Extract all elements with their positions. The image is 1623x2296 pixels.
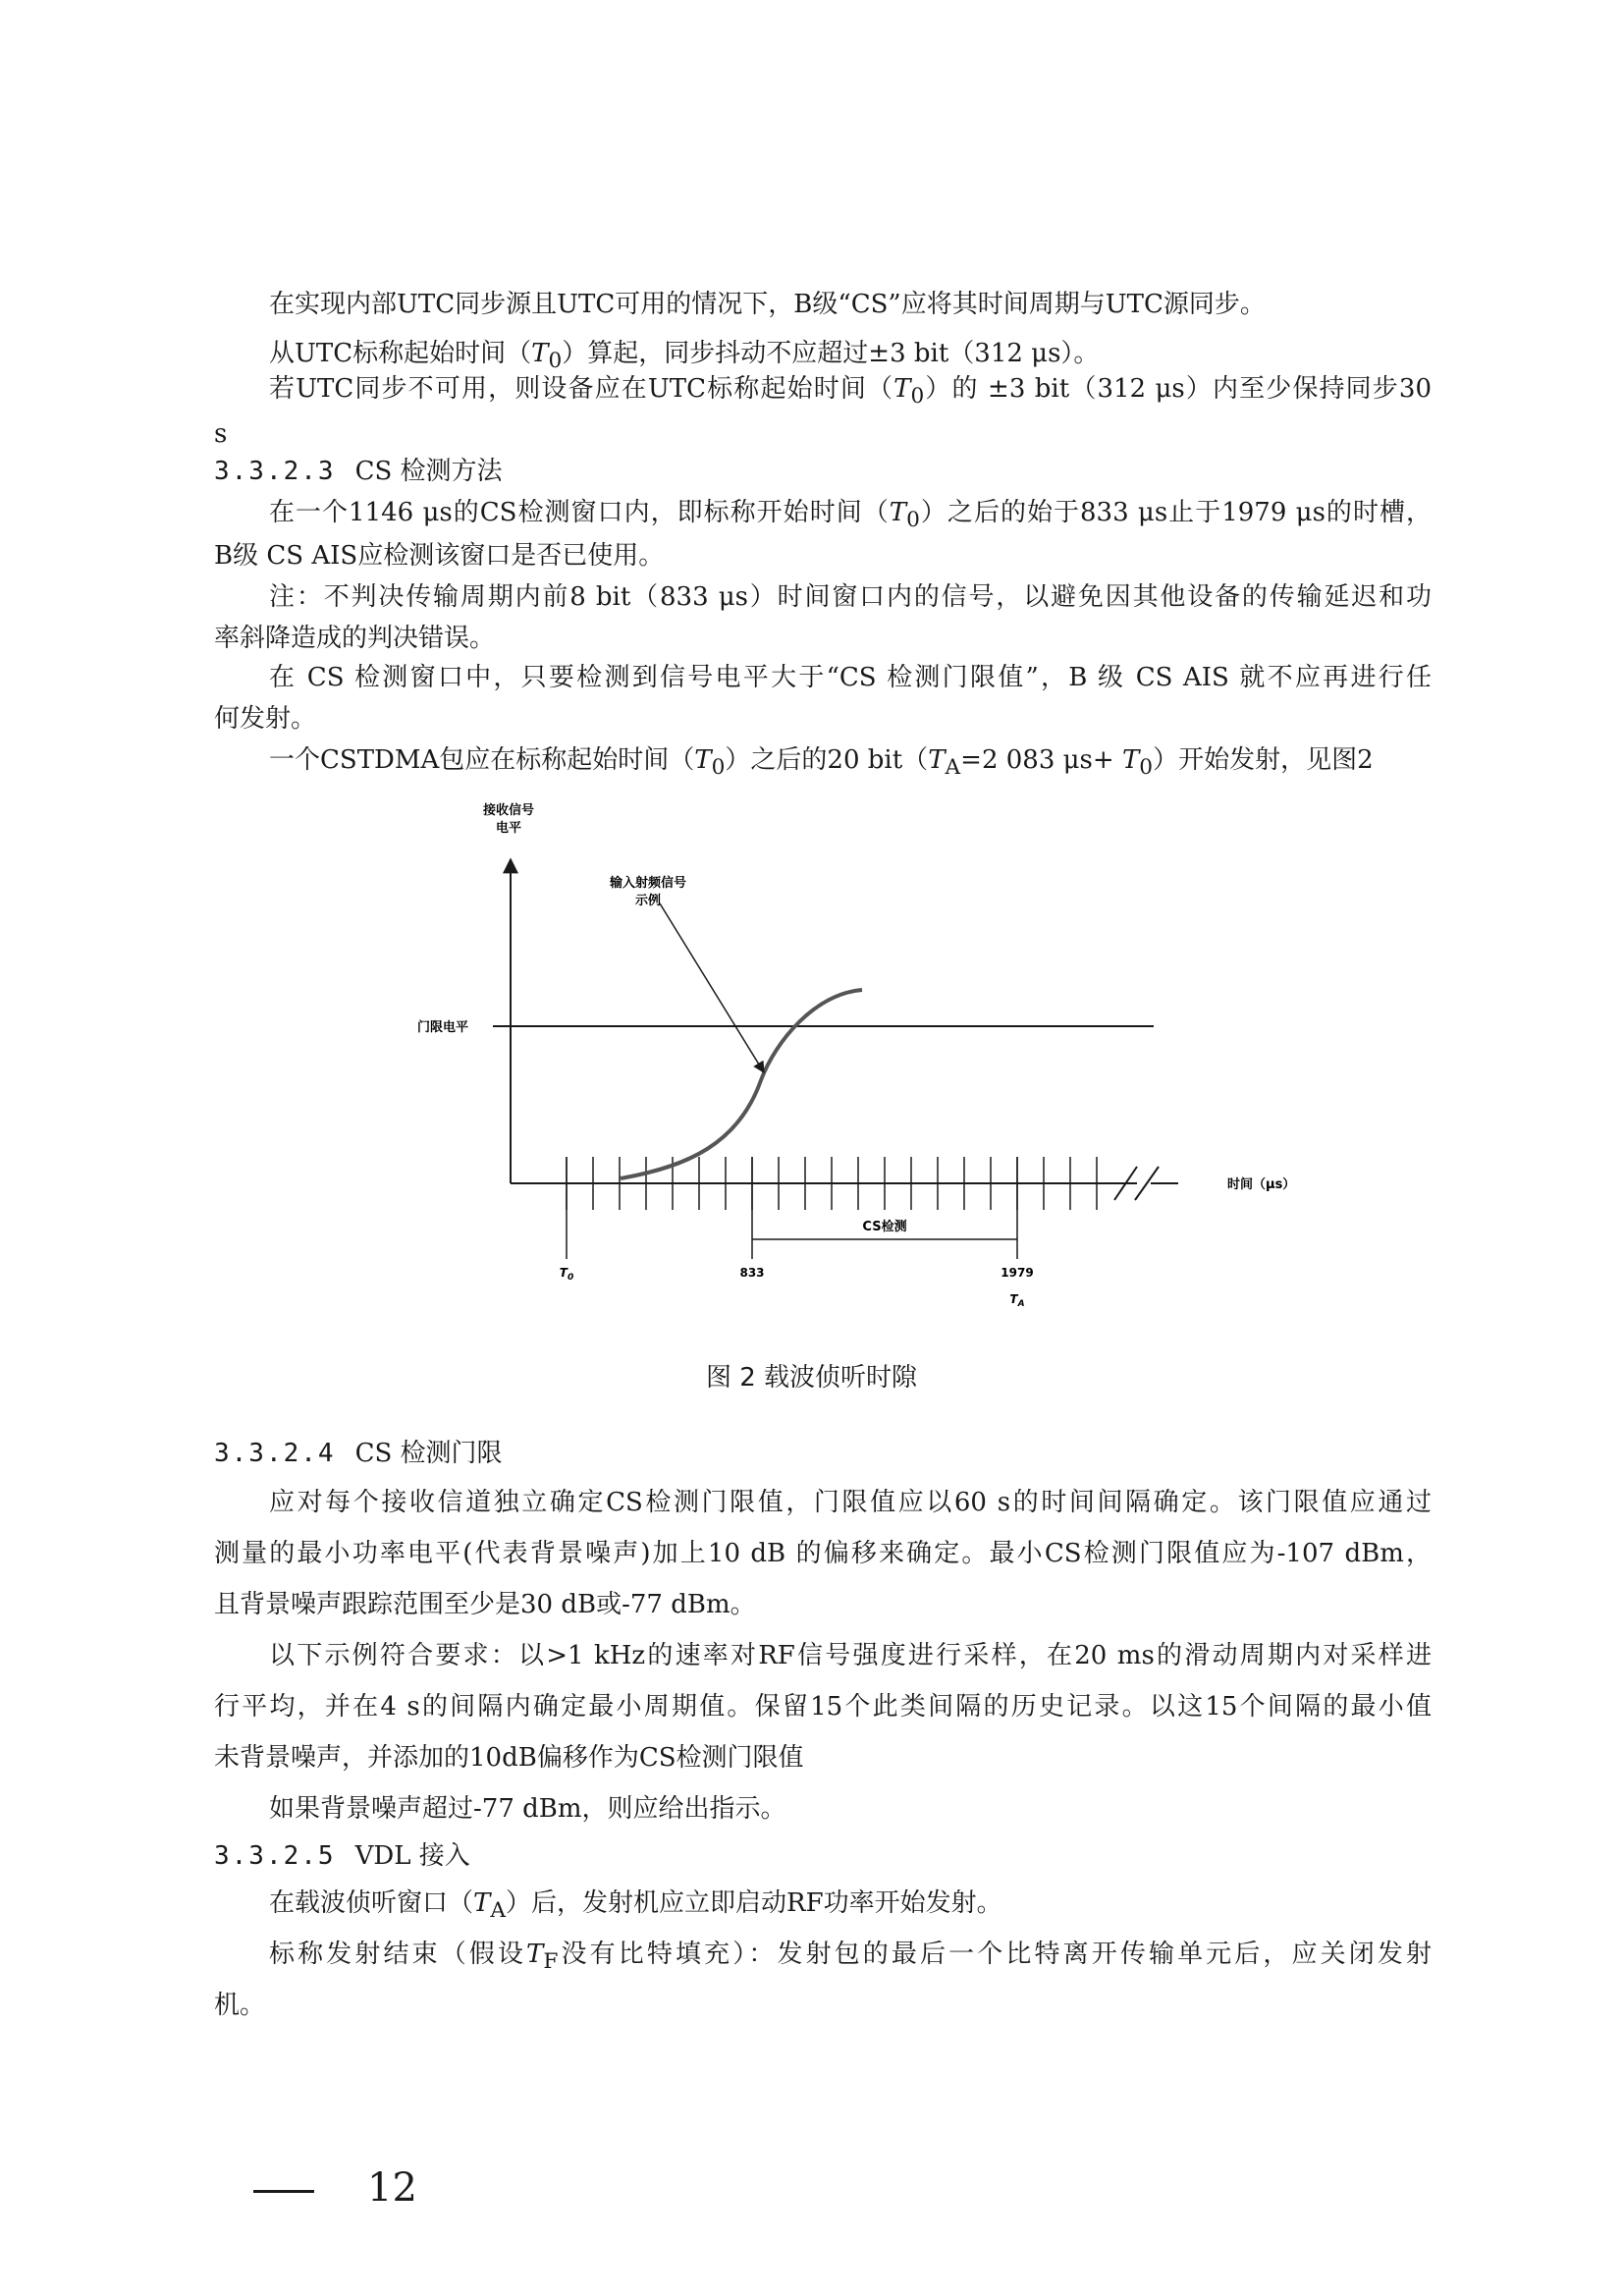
s3323-note: 注：不判决传输周期内前8 bit（833 μs）时间窗口内的信号，以避免因其他设备的传输延迟和功 — [269, 582, 1432, 612]
s3323-paragraph-3: 一个CSTDMA包应在标称起始时间$(T_0)$之后的20 $bit(T_A=2$ 083 $\mu s+ T_0$）开始发射，见图2 — [269, 745, 1374, 781]
intro-paragraph-3-tail: s — [214, 419, 228, 449]
section-heading-3324: 3.3.2.4 CS 检测门限 — [214, 1439, 503, 1468]
section-heading-3323: 3.3.2.3 CS 检测方法 — [214, 457, 503, 486]
s3323-paragraph-1: 在一个1146 μs的CS检测窗口内，即标称开始时间$(T_0)$之后的始于833 μs止于1979 μs的时槽， — [269, 498, 1432, 533]
s3324-paragraph-3: 如果背景噪声超过-77 dBm，则应给出指示。 — [269, 1794, 786, 1824]
s3325-paragraph-2-line2: 机。 — [214, 1991, 266, 2020]
s3323-paragraph-2: 在 CS 检测窗口中，只要检测到信号电平大于“CS 检测门限值”，B 级 CS AIS 就不应再进行任 — [269, 663, 1432, 692]
s3325-paragraph-1: 在载波侦听窗口$(T_A)$后，发射机应立即启动RF功率开始发射。 — [269, 1888, 1002, 1924]
page-footer — [253, 2165, 417, 2211]
cs-window-label: CS检测 — [862, 1220, 907, 1234]
ta-label: $T_A$ — [1009, 1292, 1025, 1309]
section-heading-3325: 3.3.2.5 VDL 接入 — [214, 1841, 470, 1871]
s3323-paragraph-1-line2: B级 CS AIS应检测该窗口是否已使用。 — [214, 541, 665, 571]
signal-curve — [621, 990, 862, 1178]
window-end-value: 1979 — [1001, 1266, 1034, 1280]
window-start-value: 833 — [739, 1266, 765, 1280]
s3323-paragraph-2-line2: 何发射。 — [214, 704, 317, 734]
signal-pointer-arrow — [660, 903, 764, 1072]
intro-paragraph-1: 在实现内部UTC同步源且UTC可用的情况下，B级“CS”应将其时间周期与UTC源同步。 — [269, 290, 1266, 319]
x-axis-label: 时间（μs） — [1227, 1177, 1296, 1192]
figure-caption: 图 2 载波侦听时隙 — [705, 1363, 918, 1393]
s3323-note-line2: 率斜降造成的判决错误。 — [214, 624, 496, 653]
intro-paragraph-2: 从UTC标称起始时间$(T_0)$算起，同步抖动不应超过±3 bit（312 μs）。 — [269, 339, 1100, 374]
s3325-paragraph-2: 标称发射结束（假设$T_F$没有比特填充）：发射包的最后一个比特离开传输单元后，应关闭发射 — [269, 1940, 1432, 1975]
s3324-paragraph-2-line3: 未背景噪声，并添加的10dB偏移作为CS检测门限值 — [214, 1743, 804, 1773]
s3324-paragraph-2-line2: 行平均，并在4 s的间隔内确定最小周期值。保留15个此类间隔的历史记录。以这15个间隔的最小值 — [214, 1692, 1432, 1722]
page-number: 12 — [367, 2165, 417, 2211]
s3324-paragraph-1-line2: 测量的最小功率电平(代表背景噪声)加上10 dB 的偏移来确定。最小CS检测门限值应为-107 dBm， — [214, 1539, 1432, 1568]
footer-dash — [253, 2190, 314, 2193]
t0-label: $T_0$ — [559, 1266, 574, 1283]
y-axis-label-line1: 接收信号 — [482, 803, 535, 818]
threshold-label: 门限电平 — [417, 1020, 469, 1035]
signal-label-line2: 示例 — [634, 894, 662, 908]
s3324-paragraph-2: 以下示例符合要求：以>1 kHz的速率对RF信号强度进行采样，在20 ms的滑动周期内对采样进 — [269, 1641, 1432, 1670]
signal-label-line1: 输入射频信号 — [609, 876, 687, 891]
s3324-paragraph-1: 应对每个接收信道独立确定CS检测门限值，门限值应以60 s的时间间隔确定。该门限值应通过 — [269, 1488, 1432, 1517]
intro-paragraph-3: 若UTC同步不可用，则设备应在UTC标称起始时间$(T_0)$的 ±3 bit（312 μs）内至少保持同步30 — [269, 374, 1433, 410]
y-axis-label-line2: 电平 — [495, 821, 522, 836]
s3324-paragraph-1-line3: 且背景噪声跟踪范围至少是30 dB或-77 dBm。 — [214, 1590, 756, 1619]
